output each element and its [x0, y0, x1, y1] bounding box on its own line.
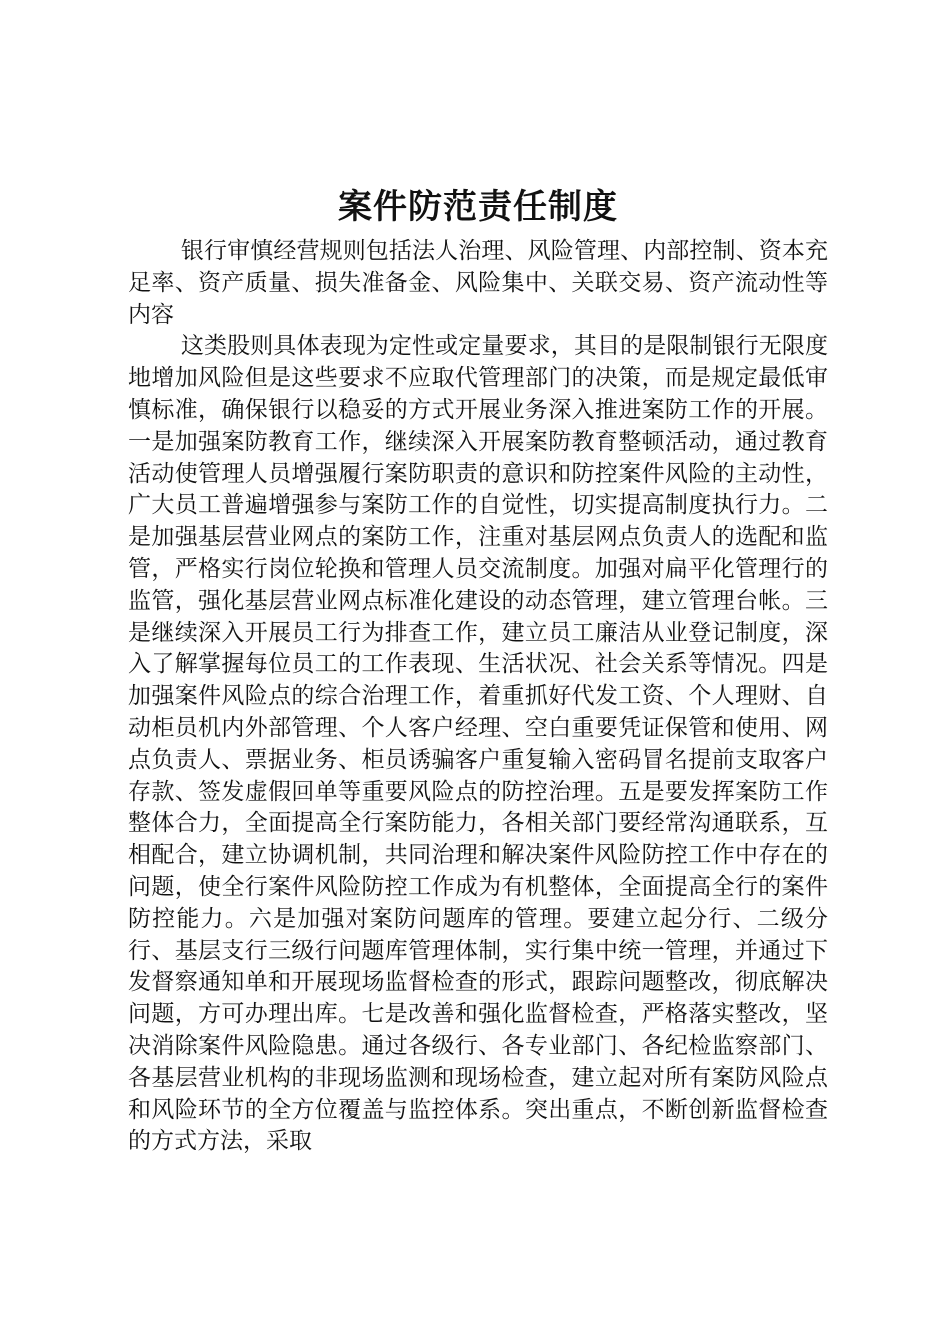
paragraph-2: 这类股则具体表现为定性或定量要求，其目的是限制银行无限度地增加风险但是这些要求不应取代管理部门的决策，而是规定最低审慎标准，确保银行以稳妥的方式开展业务深入推进案防工作的开展。一是加强案防教育工作，继续深入开展案防教育整顿活动，通过教育活动使管理人员增强履行案防职责的意识和防控案件风险的主动性，广大员工普遍增强参与案防工作的自觉性，切实提高制度执行力。二是加强基层营业网点的案防工作，注重对基层网点负责人的选配和监管，严格实行岗位轮换和管理人员交流制度。加强对扁平化管理行的监管，强化基层营业网点标准化建设的动态管理，建立管理台帐。三是继续深入开展员工行为排查工作，建立员工廉洁从业登记制度，深入了解掌握每位员工的工作表现、生活状况、社会关系等情况。四是加强案件风险点的综合治理工作，着重抓好代发工资、个人理财、自动柜员机内外部管理、个人客户经理、空白重要凭证保管和使用、网点负责人、票据业务、柜员诱骗客户重复输入密码冒名提前支取客户存款、签发虚假回单等重要风险点的防控治理。五是要发挥案防工作整体合力，全面提高全行案防能力，各相关部门要经常沟通联系，互相配合，建立协调机制，共同治理和解决案件风险防控工作中存在的问题，使全行案件风险防控工作成为有机整体，全面提高全行的案件防控能力。六是加强对案防问题库的管理。要建立起分行、二级分行、基层支行三级行问题库管理体制，实行集中统一管理，并通过下发督察通知单和开展现场监督检查的形式，跟踪问题整改，彻底解决问题，方可办理出库。七是改善和强化监督检查，严格落实整改，坚决消除案件风险隐患。通过各级行、各专业部门、各纪检监察部门、各基层营业机构的非现场监测和现场检查，建立起对所有案防风险点和风险环节的全方位覆盖与监控体系。突出重点，不断创新监督检查的方式方法，采取	[128, 333, 828, 1155]
document-page	[128, 184, 828, 1158]
document-title: 案件防范责任制度	[338, 187, 618, 227]
paragraph-1: 银行审慎经营规则包括法人治理、风险管理、内部控制、资本充足率、资产质量、损失准备金、风险集中、关联交易、资产流动性等内容	[128, 238, 828, 328]
